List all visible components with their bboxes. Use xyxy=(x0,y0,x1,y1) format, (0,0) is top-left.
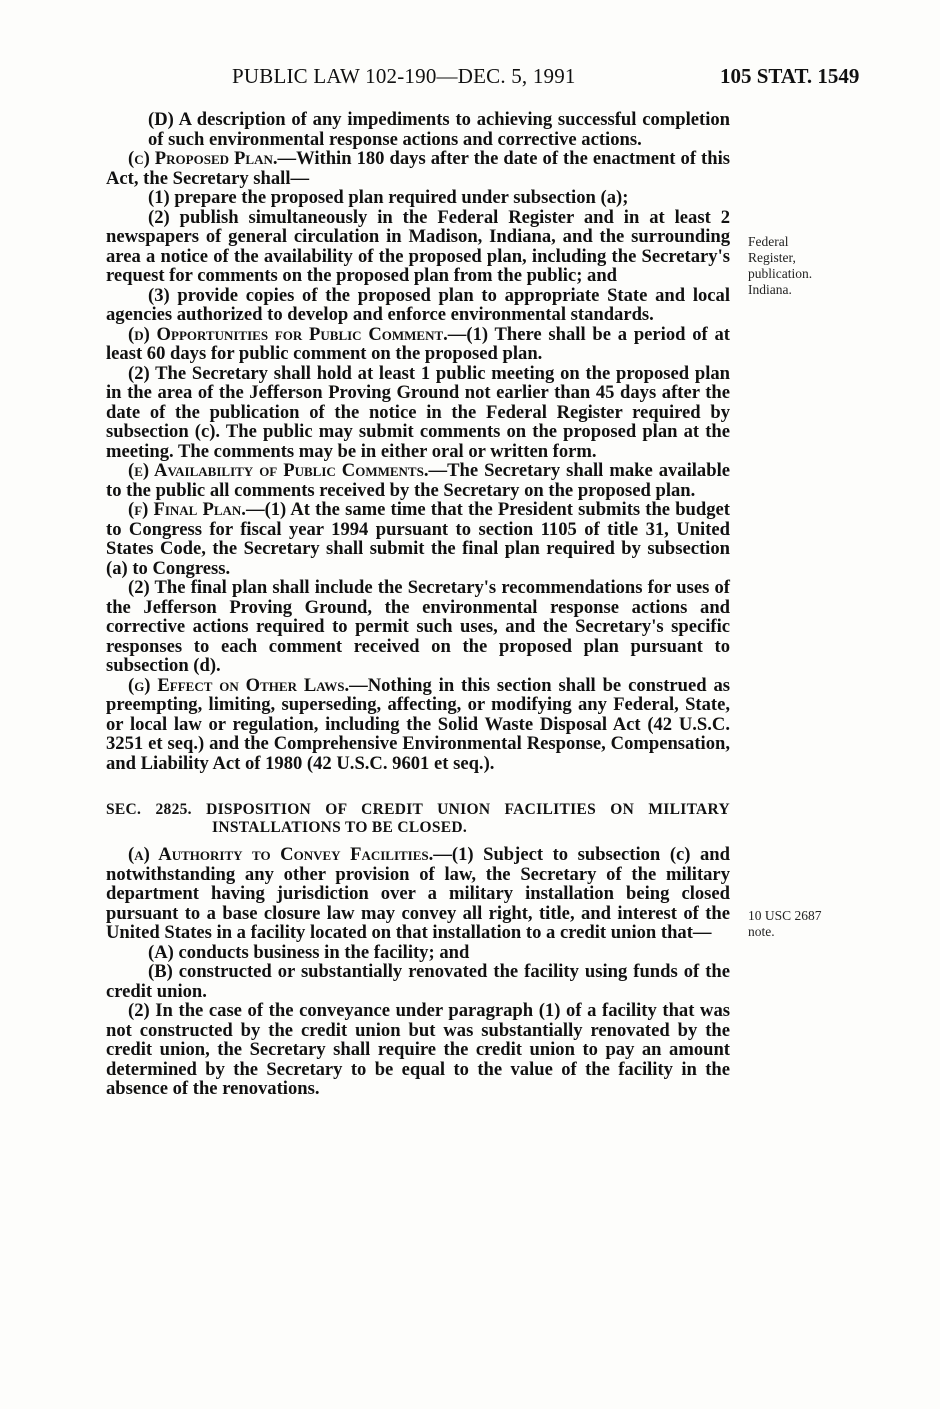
section-heading: SEC. 2825. DISPOSITION OF CREDIT UNION FACILITIES ON MILITARY INSTALLATIONS TO BE CLOSED. xyxy=(106,801,730,836)
margin-note-line: 10 USC 2687 xyxy=(748,908,822,923)
subsection-g-heading: (g) Effect on Other Laws. xyxy=(128,674,350,696)
subsection-f-heading: (f) Final Plan. xyxy=(128,499,246,520)
subsection-d-heading: (d) Opportunities for Public Comment. xyxy=(128,323,448,345)
paragraph-aB: (B) constructed or substantially renovated the facility using funds of the credit union. xyxy=(106,961,730,1002)
subsection-f-text: —(1) At the same time that the President submits the budget to Congress for fiscal year 1994 pursuant to section 1105 of title 31, United States Code, the Secretary shall submit the final plan required by subsection (a) to Congress. xyxy=(106,499,730,579)
paragraph-d-description: (D) A description of any impediments to achieving successful completion of such environmental response actions and corrective actions. xyxy=(148,109,730,150)
paragraph-c1: (1) prepare the proposed plan required under subsection (a); xyxy=(148,187,629,208)
paragraph-d2: (2) The Secretary shall hold at least 1 public meeting on the proposed plan in the area of the Jefferson Proving Ground not earlier than 45 days after the date of the publication of the notice in the Federal Register required by subsection (c). The public may submit comments on the proposed plan at the meeting. The comments may be in either oral or written form. xyxy=(106,362,730,462)
subsection-e-heading: (e) Availability of Public Comments. xyxy=(128,460,429,481)
margin-note-usc xyxy=(748,908,858,940)
margin-note-line: Register, xyxy=(748,250,796,265)
subsection-a-heading: (a) Authority to Convey Facilities. xyxy=(128,844,434,865)
running-head: PUBLIC LAW 102-190—DEC. 5, 1991 xyxy=(232,64,576,88)
paragraph-a2: (2) In the case of the conveyance under paragraph (1) of a facility that was not constructed by the credit union but was substantially renovated by the credit union, the Secretary shall require the credit union to pay an amount determined by the Secretary to be equal to the value of the facility in the absence of the renovations. xyxy=(106,1000,730,1099)
paragraph-c2: (2) publish simultaneously in the Federal Register and in at least 2 newspapers of general circulation in Madison, Indiana, and the surrounding area a notice of the availability of the proposed plan, including the Secretary's request for comments on the proposed plan from the public; and xyxy=(106,206,730,286)
subsection-c-heading: (c) Proposed Plan. xyxy=(128,148,278,169)
subsection-f xyxy=(106,500,730,578)
subsection-e xyxy=(106,461,730,500)
paragraph-c3: (3) provide copies of the proposed plan to appropriate State and local agencies authorized to develop and enforce environmental standards. xyxy=(106,284,730,325)
margin-note-line: note. xyxy=(748,924,775,939)
paragraph-f2: (2) The final plan shall include the Secretary's recommendations for uses of the Jefferson Proving Ground, the environmental response actions and corrective actions required to permit such uses, and the Secretary's specific responses to each comment received on the proposed plan pursuant to subsection (d). xyxy=(106,577,730,676)
subsection-d-text: —(1) There shall be a period of at least 60 days for public comment on the proposed plan. xyxy=(106,323,730,364)
subsection-d xyxy=(106,325,730,364)
margin-note-line: Federal xyxy=(748,234,789,249)
subsection-c xyxy=(106,149,730,188)
subsection-a xyxy=(106,845,730,943)
paragraph-aA: (A) conducts business in the facility; and xyxy=(148,941,470,963)
subsection-g xyxy=(106,676,730,774)
body-text xyxy=(106,110,730,1099)
margin-note-line: publication. xyxy=(748,266,813,281)
subsection-c-text: —Within 180 days after the date of the enactment of this Act, the Secretary shall— xyxy=(106,148,730,189)
subsection-a-text: —(1) Subject to subsection (c) and notwithstanding any other provision of law, the Secretary of the military department having jurisdiction over a military installation being closed pursuant to a base closure law may convey all right, title, and interest of the United States in a facility located on that installation to a credit union that— xyxy=(106,844,730,943)
subsection-g-text: —Nothing in this section shall be construed as preempting, limiting, superseding, affecting, or modifying any Federal, State, or local law or regulation, including the Solid Waste Disposal Act (42 U.S.C. 3251 et seq.) and the Comprehensive Environmental Response, Compensation, and Liability Act of 1980 (42 U.S.C. 9601 et seq.). xyxy=(106,674,731,774)
margin-note-federal-register xyxy=(748,234,858,298)
margin-note-line: Indiana. xyxy=(748,282,792,297)
subsection-e-text: —The Secretary shall make available to the public all comments received by the Secretary on the proposed plan. xyxy=(106,460,730,501)
statute-reference: 105 STAT. 1549 xyxy=(720,64,860,88)
